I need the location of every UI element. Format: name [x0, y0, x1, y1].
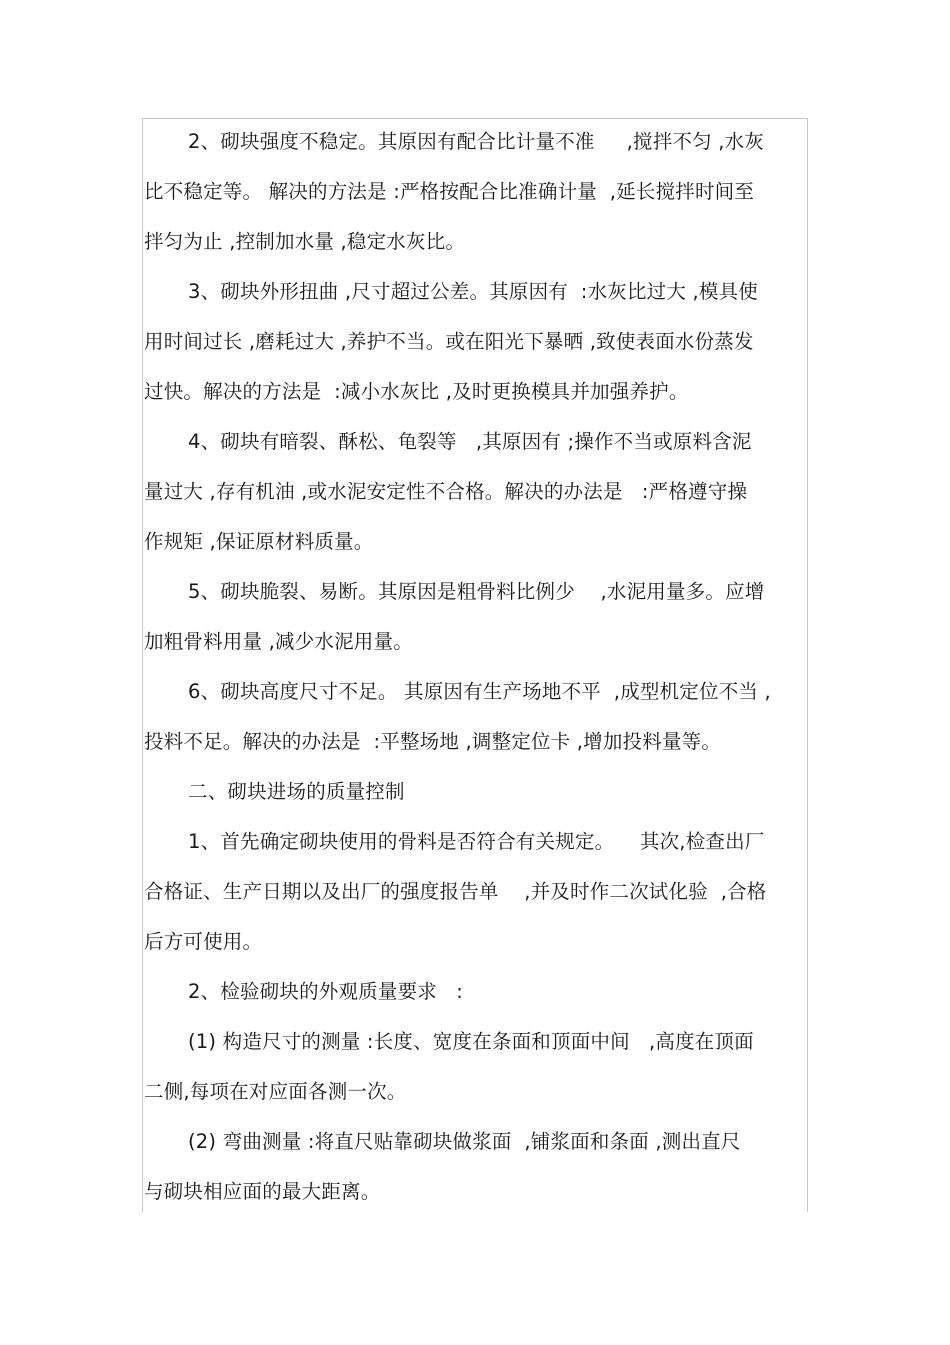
text-line: 量过大 ,存有机油 ,或水泥安定性不合格。解决的办法是 :严格遵守操 — [144, 480, 748, 503]
paragraph-appearance-requirements — [144, 967, 808, 1017]
text-line: 用时间过长 ,磨耗过大 ,养护不当。或在阳光下暴晒 ,致使表面水份蒸发 — [144, 330, 754, 353]
text-line: 投料不足。解决的办法是 :平整场地 ,调整定位卡 ,增加投料量等。 — [144, 730, 722, 753]
text-line: 二侧,每项在对应面各测一次。 — [144, 1080, 407, 1103]
text-line: (2) 弯曲测量 :将直尺贴靠砌块做浆面 ,铺浆面和条面 ,测出直尺 — [188, 1130, 741, 1153]
paragraph-shape-distortion — [144, 267, 808, 417]
text-line: 6、砌块高度尺寸不足。 其原因有生产场地不平 ,成型机定位不当 , — [188, 680, 771, 703]
text-line: 4、砌块有暗裂、酥松、龟裂等 ,其原因有 ;操作不当或原料含泥 — [188, 430, 752, 453]
text-line: 比不稳定等。 解决的方法是 :严格按配合比准确计量 ,延长搅拌时间至 — [144, 180, 755, 203]
paragraph-cracks — [144, 417, 808, 567]
section-heading — [144, 767, 808, 817]
text-line: 1、首先确定砌块使用的骨料是否符合有关规定。 其次,检查出厂 — [188, 830, 765, 853]
text-line: 合格证、生产日期以及出厂的强度报告单 ,并及时作二次试化验 ,合格 — [144, 880, 767, 903]
text-line: 拌匀为止 ,控制加水量 ,稳定水灰比。 — [144, 230, 466, 253]
text-line: 过快。解决的方法是 :减小水灰比 ,及时更换模具并加强养护。 — [144, 380, 689, 403]
paragraph-size-measurement — [144, 1017, 808, 1117]
text-line: 与砌块相应面的最大距离。 — [144, 1180, 381, 1203]
text-line: 后方可使用。 — [144, 930, 263, 953]
paragraph-bend-measurement — [144, 1117, 808, 1217]
text-line: 作规矩 ,保证原材料质量。 — [144, 530, 374, 553]
paragraph-height-insufficient — [144, 667, 808, 767]
text-line: 3、砌块外形扭曲 ,尺寸超过公差。其原因有 :水灰比过大 ,模具使 — [188, 280, 758, 303]
paragraph-inspection — [144, 817, 808, 967]
paragraph-brittle — [144, 567, 808, 667]
text-line: (1) 构造尺寸的测量 :长度、宽度在条面和顶面中间 ,高度在顶面 — [188, 1030, 754, 1053]
document-body — [144, 117, 808, 1217]
text-line: 2、砌块强度不稳定。其原因有配合比计量不准 ,搅拌不匀 ,水灰 — [188, 130, 764, 153]
text-line: 2、检验砌块的外观质量要求 : — [188, 980, 463, 1003]
text-line: 加粗骨料用量 ,减少水泥用量。 — [144, 630, 413, 653]
paragraph-strength-unstable — [144, 117, 808, 267]
section-title: 二、砌块进场的质量控制 — [188, 780, 405, 803]
text-line: 5、砌块脆裂、易断。其原因是粗骨料比例少 ,水泥用量多。应增 — [188, 580, 765, 603]
